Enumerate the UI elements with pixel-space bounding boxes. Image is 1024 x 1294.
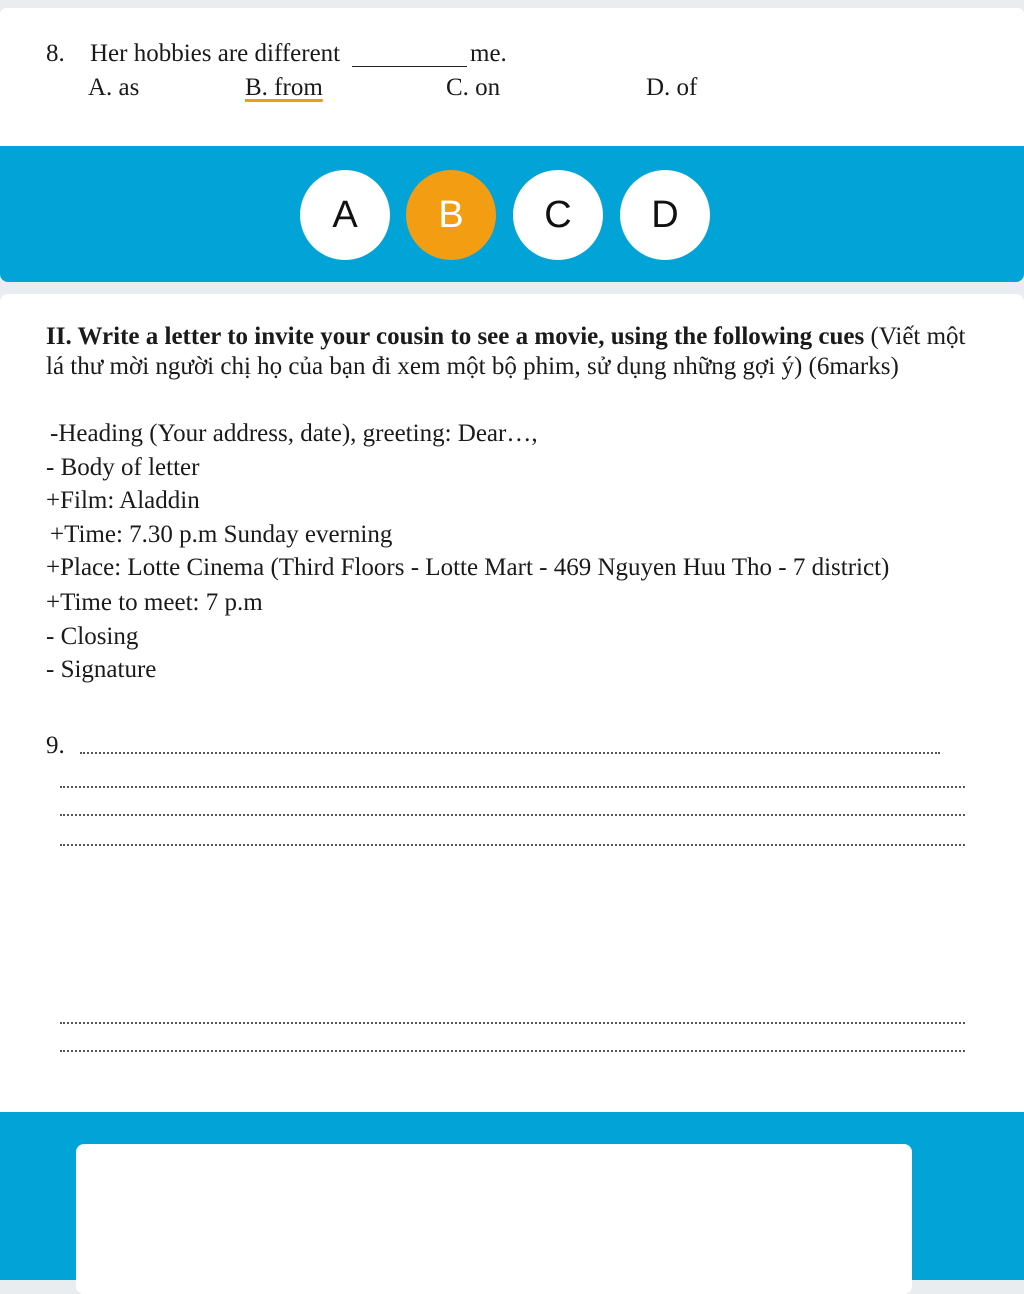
cue-signature: - Signature	[46, 656, 157, 683]
cue-time-to-meet: +Time to meet: 7 p.m	[46, 589, 263, 616]
bottom-panel	[0, 1112, 1024, 1280]
choice-d-button[interactable]: D	[620, 170, 710, 260]
option-a: A. as	[88, 74, 140, 101]
task-heading-translation: (Viết một lá thư mời người chị họ của bạn đi xem một bộ phim, sử dụng những gợi ý) (6marks)	[46, 323, 966, 380]
option-d: D. of	[646, 74, 698, 101]
cue-heading: -Heading (Your address, date), greeting: Dear…,	[50, 420, 538, 447]
task-heading: II. Write a letter to invite your cousin to see a movie, using the following cues	[46, 323, 865, 350]
answer-line	[60, 844, 965, 846]
cue-time: +Time: 7.30 p.m Sunday everning	[50, 521, 393, 548]
answer-line	[60, 786, 965, 788]
choice-b-button[interactable]: B	[406, 170, 496, 260]
question-card	[0, 8, 1024, 148]
cue-place: +Place: Lotte Cinema (Third Floors - Lotte Mart - 469 Nguyen Huu Tho - 7 district)	[46, 554, 890, 581]
answer-line	[60, 1050, 965, 1052]
question-number: 8.	[46, 40, 65, 67]
answer-blank	[352, 66, 467, 67]
cue-film: +Film: Aladdin	[46, 487, 200, 514]
answer-choice-bar	[0, 146, 1024, 282]
option-b: B. from	[245, 74, 323, 101]
choice-a-button[interactable]: A	[300, 170, 390, 260]
question-tail: me.	[470, 40, 507, 67]
answer-line	[80, 752, 940, 754]
answer-line	[60, 814, 965, 816]
cue-body: - Body of letter	[46, 454, 200, 481]
answer-number: 9.	[46, 732, 65, 759]
writing-task-card	[0, 294, 1024, 1112]
question-text: Her hobbies are different	[90, 40, 341, 67]
answer-line	[60, 1022, 965, 1024]
bottom-card	[76, 1144, 912, 1294]
choice-c-button[interactable]: C	[513, 170, 603, 260]
option-c: C. on	[446, 74, 501, 101]
task-instructions	[46, 322, 986, 382]
cue-closing: - Closing	[46, 623, 139, 650]
